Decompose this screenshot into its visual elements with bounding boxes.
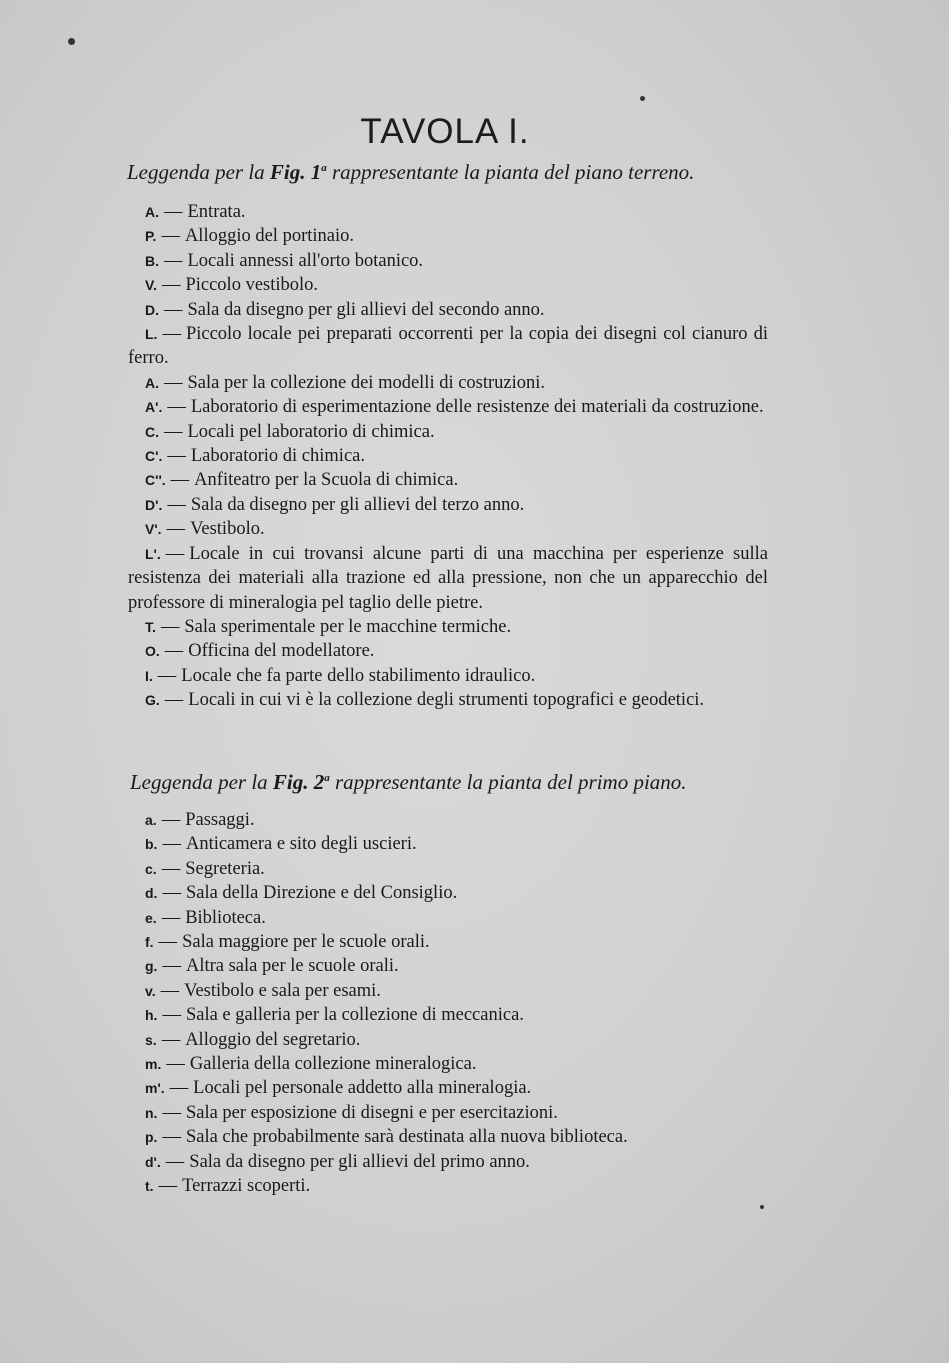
legend-entry — [128, 224, 768, 248]
legend-text: Officina del modellatore. — [188, 641, 375, 662]
legend-heading-sup: a — [324, 772, 330, 784]
legend-dash: — — [165, 1151, 185, 1172]
legend-entry — [128, 420, 768, 444]
legend-key: v. — [145, 982, 156, 999]
legend-entry — [128, 542, 768, 615]
legend-heading-ground-floor — [127, 160, 694, 185]
legend-entry — [128, 930, 768, 954]
legend-dash: — — [164, 372, 183, 393]
legend-entry — [128, 1076, 768, 1100]
legend-entry — [128, 954, 768, 978]
legend-dash: — — [167, 397, 186, 418]
legend-dash: — — [164, 690, 184, 711]
legend-key: G. — [145, 692, 160, 709]
legend-dash: — — [164, 421, 183, 442]
legend-entry — [128, 615, 768, 639]
legend-text: Sala da disegno per gli allievi del terzo anno. — [190, 494, 525, 515]
legend-key: e. — [145, 909, 157, 926]
legend-key: g. — [145, 958, 158, 975]
legend-entry — [128, 1174, 768, 1198]
legend-key: b. — [145, 836, 158, 853]
legend-entry — [128, 395, 768, 419]
legend-key: d'. — [145, 1153, 161, 1170]
legend-heading-first-floor — [130, 770, 687, 795]
legend-key: f. — [145, 934, 154, 951]
legend-entry — [128, 1150, 768, 1174]
legend-text: Sala da disegno per gli allievi del primo anno. — [189, 1151, 530, 1172]
legend-key: O. — [145, 643, 160, 660]
legend-text: Vestibolo e sala per esami. — [184, 980, 381, 1001]
legend-key: n. — [145, 1104, 158, 1121]
legend-text: Alloggio del segretario. — [185, 1029, 361, 1050]
legend-key: P. — [145, 228, 157, 245]
legend-entry — [128, 857, 768, 881]
legend-key: t. — [145, 1178, 154, 1195]
legend-text: Vestibolo. — [190, 519, 265, 540]
legend-text: Locali in cui vi è la collezione degli strumenti topografici e geodetici. — [188, 690, 705, 711]
legend-heading-suffix: rappresentante la pianta del piano terreno. — [326, 160, 695, 184]
legend-text: Sala maggiore per le scuole orali. — [182, 932, 430, 953]
legend-entry — [128, 688, 768, 712]
legend-key: T. — [145, 618, 156, 635]
legend-key: C'. — [145, 448, 163, 465]
legend-key: A. — [145, 204, 159, 220]
legend-dash: — — [158, 932, 178, 953]
legend-entry — [128, 468, 768, 492]
legend-text: Galleria della collezione mineralogica. — [189, 1054, 477, 1075]
legend-entry — [128, 808, 768, 832]
legend-key: h. — [145, 1007, 158, 1024]
legend-heading-prefix: Leggenda per la — [127, 160, 270, 184]
ink-speck — [640, 96, 645, 101]
legend-entry — [128, 1125, 768, 1149]
legend-heading-fig: Fig. 2 — [272, 770, 325, 794]
legend-key: A'. — [145, 399, 163, 416]
legend-entry — [128, 273, 768, 297]
legend-text: Sala per la collezione dei modelli di costruzioni. — [187, 372, 546, 393]
legend-dash: — — [161, 810, 181, 830]
legend-dash: — — [160, 980, 180, 1001]
legend-dash: — — [162, 883, 181, 904]
legend-text: Sala da disegno per gli allievi del secondo anno. — [187, 299, 545, 320]
ink-speck — [68, 38, 75, 45]
legend-heading-suffix: rappresentante la pianta del primo piano. — [329, 770, 687, 794]
legend-text: Passaggi. — [185, 810, 255, 830]
legend-dash: — — [162, 324, 181, 345]
legend-entry — [128, 979, 768, 1003]
legend-entry — [128, 444, 768, 468]
legend-text: Locali pel laboratorio di chimica. — [187, 421, 435, 442]
legend-entry — [128, 371, 768, 395]
legend-entry — [128, 249, 768, 273]
legend-dash: — — [162, 1005, 181, 1026]
legend-text: Biblioteca. — [185, 907, 266, 928]
page-title: TAVOLA I. — [360, 112, 530, 151]
legend-key: m. — [145, 1056, 162, 1073]
legend-entry — [128, 832, 768, 856]
legend-entry — [128, 322, 768, 371]
legend-key: L. — [145, 326, 158, 343]
legend-dash: — — [162, 834, 181, 855]
legend-dash: — — [158, 1176, 178, 1197]
legend-text: Sala per esposizione di disegni e per esercitazioni. — [185, 1102, 558, 1123]
legend-key: V. — [145, 277, 157, 294]
legend-key: a. — [145, 812, 157, 828]
legend-dash: — — [164, 202, 183, 222]
legend-dash: — — [161, 275, 181, 296]
legend-text: Locali annessi all'orto botanico. — [187, 250, 424, 271]
legend-dash: — — [161, 907, 181, 928]
legend-entry — [128, 1003, 768, 1027]
ink-speck — [760, 1205, 764, 1209]
legend-text: Locale in cui trovansi alcune parti di una macchina per esperienze sulla resistenza dei materiali alla trazione ed alla pressione, non che un apparecchio del professore di mineralogia pel taglio delle pietre. — [128, 543, 768, 613]
legend-key: L'. — [145, 545, 161, 562]
legend-text: Sala sperimentale per le macchine termiche. — [184, 616, 512, 637]
legend-text: Alloggio del portinaio. — [184, 226, 354, 247]
legend-key: d. — [145, 885, 158, 902]
legend-dash: — — [162, 1102, 181, 1123]
legend-text: Sala che probabilmente sarà destinata alla nuova biblioteca. — [185, 1127, 628, 1148]
legend-list-ground-floor — [128, 200, 768, 713]
legend-key: s. — [145, 1031, 157, 1048]
legend-key: A. — [145, 374, 159, 391]
legend-entry — [128, 664, 768, 688]
legend-entry — [128, 493, 768, 517]
legend-dash: — — [166, 1054, 185, 1075]
legend-dash: — — [169, 1078, 189, 1099]
legend-key: c. — [145, 860, 157, 877]
legend-text: Laboratorio di chimica. — [190, 446, 365, 467]
legend-entry — [128, 1052, 768, 1076]
legend-text: Locali pel personale addetto alla mineralogia. — [193, 1078, 532, 1099]
legend-text: Anticamera e sito degli uscieri. — [185, 834, 417, 855]
legend-dash: — — [165, 543, 185, 564]
legend-dash: — — [157, 665, 177, 686]
legend-heading-prefix: Leggenda per la — [130, 770, 273, 794]
legend-list-first-floor — [128, 808, 768, 1199]
legend-entry — [128, 1028, 768, 1052]
legend-entry — [128, 639, 768, 663]
legend-dash: — — [161, 858, 181, 879]
legend-dash: — — [164, 299, 183, 320]
legend-text: Piccolo locale pei preparati occorrenti per la copia dei disegni col cianuro di ferro. — [128, 324, 768, 369]
legend-text: Sala e galleria per la collezione di meccanica. — [185, 1005, 524, 1026]
legend-heading-sup: a — [321, 162, 327, 174]
legend-key: p. — [145, 1129, 158, 1146]
legend-dash: — — [162, 1127, 181, 1148]
legend-text: Locale che fa parte dello stabilimento idraulico. — [181, 665, 536, 686]
legend-dash: — — [170, 470, 190, 491]
legend-entry — [128, 517, 768, 541]
legend-dash: — — [161, 226, 180, 247]
legend-text: Segreteria. — [185, 858, 265, 879]
legend-key: I. — [145, 667, 153, 684]
legend-dash: — — [164, 641, 184, 662]
legend-dash: — — [160, 616, 180, 637]
legend-entry — [128, 881, 768, 905]
legend-key: C''. — [145, 472, 166, 489]
legend-dash: — — [162, 956, 181, 977]
legend-key: C. — [145, 423, 159, 440]
legend-text: Laboratorio di esperimentazione delle resistenze dei materiali da costruzione. — [190, 397, 764, 418]
legend-dash: — — [164, 250, 183, 271]
legend-text: Altra sala per le scuole orali. — [185, 956, 399, 977]
legend-key: V'. — [145, 521, 162, 538]
legend-entry — [128, 200, 768, 224]
legend-key: D'. — [145, 496, 163, 513]
legend-entry — [128, 298, 768, 322]
legend-key: D. — [145, 301, 159, 318]
legend-text: Terrazzi scoperti. — [182, 1176, 311, 1197]
legend-key: m'. — [145, 1080, 165, 1097]
legend-text: Piccolo vestibolo. — [185, 275, 319, 296]
legend-key: B. — [145, 252, 159, 269]
legend-text: Entrata. — [187, 202, 246, 222]
legend-entry — [128, 906, 768, 930]
legend-dash: — — [167, 446, 186, 467]
legend-entry — [128, 1101, 768, 1125]
legend-text: Sala della Direzione e del Consiglio. — [185, 883, 458, 904]
legend-heading-fig: Fig. 1 — [269, 160, 322, 184]
legend-text: Anfiteatro per la Scuola di chimica. — [194, 470, 459, 491]
legend-dash: — — [161, 1029, 181, 1050]
legend-dash: — — [167, 494, 186, 515]
legend-dash: — — [166, 519, 186, 540]
